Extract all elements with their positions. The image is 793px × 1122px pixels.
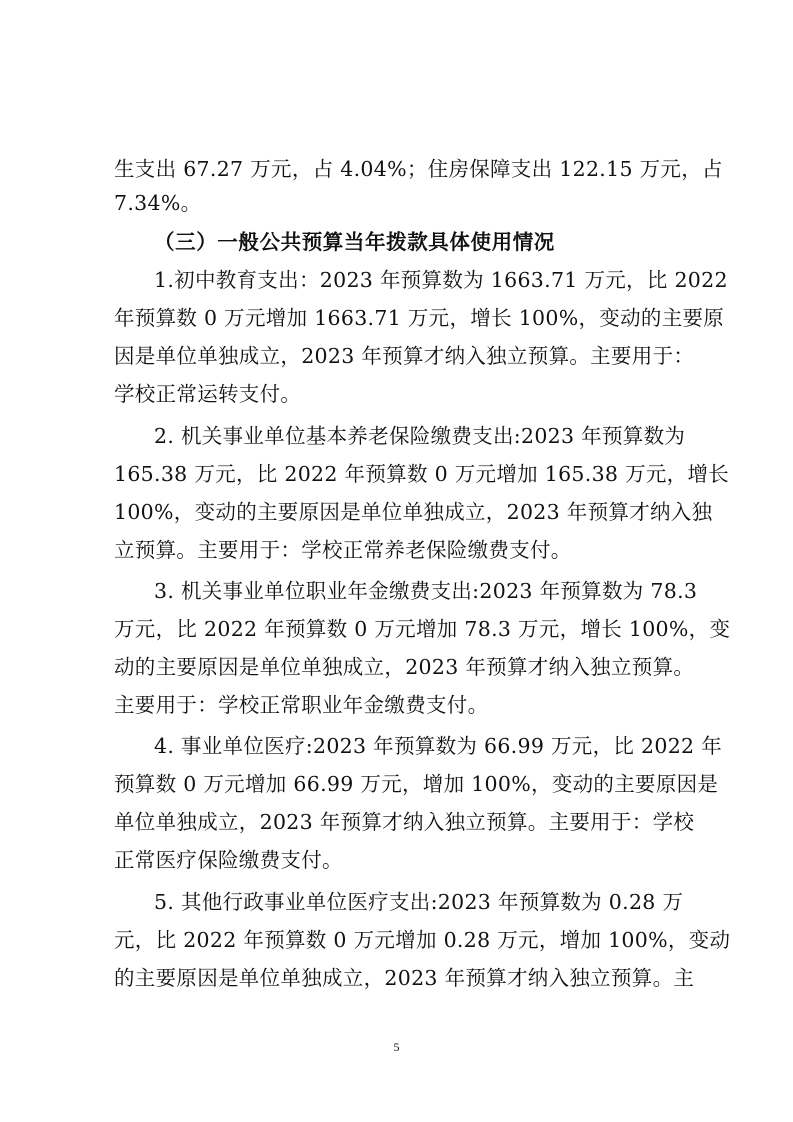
paragraph-line: 100%，变动的主要原因是单位单独成立，2023 年预算才纳入独: [114, 500, 713, 524]
section-heading: （三）一般公共预算当年拨款具体使用情况: [154, 230, 555, 254]
paragraph-line: 单位单独成立，2023 年预算才纳入独立预算。主要用于：学校: [114, 810, 695, 834]
paragraph-line: 4. 事业单位医疗:2023 年预算数为 66.99 万元，比 2022 年: [154, 734, 722, 758]
paragraph-line: 万元，比 2022 年预算数 0 万元增加 78.3 万元，增长 100%，变: [114, 617, 731, 641]
paragraph-line: 学校正常运转支付。: [114, 382, 302, 406]
paragraph-line: 3. 机关事业单位职业年金缴费支出:2023 年预算数为 78.3: [154, 579, 698, 603]
paragraph-line: 年预算数 0 万元增加 1663.71 万元，增长 100%，变动的主要原: [114, 306, 725, 330]
paragraph-line: 5. 其他行政事业单位医疗支出:2023 年预算数为 0.28 万: [154, 890, 684, 914]
paragraph-line: 1.初中教育支出：2023 年预算数为 1663.71 万元，比 2022: [154, 268, 728, 292]
page-number: 5: [393, 1040, 400, 1054]
paragraph-line: 2. 机关事业单位基本养老保险缴费支出:2023 年预算数为: [154, 424, 686, 448]
paragraph-line: 主要用于：学校正常职业年金缴费支付。: [114, 693, 489, 717]
paragraph-line: 因是单位单独成立，2023 年预算才纳入独立预算。主要用于：: [114, 344, 695, 368]
paragraph-line: 正常医疗保险缴费支付。: [114, 848, 343, 872]
paragraph-line: 元，比 2022 年预算数 0 万元增加 0.28 万元，增加 100%，变动: [114, 928, 731, 952]
paragraph-line: 预算数 0 万元增加 66.99 万元，增加 100%，变动的主要原因是: [114, 772, 719, 796]
paragraph-line: 生支出 67.27 万元，占 4.04%；住房保障支出 122.15 万元，占: [114, 157, 723, 181]
paragraph-line: 立预算。主要用于：学校正常养老保险缴费支付。: [114, 538, 572, 562]
paragraph-line: 的主要原因是单位单独成立，2023 年预算才纳入独立预算。主: [114, 966, 695, 990]
paragraph-line: 7.34%。: [114, 191, 202, 215]
paragraph-line: 165.38 万元，比 2022 年预算数 0 万元增加 165.38 万元，增长: [114, 462, 730, 486]
paragraph-line: 动的主要原因是单位单独成立，2023 年预算才纳入独立预算。: [114, 655, 695, 679]
